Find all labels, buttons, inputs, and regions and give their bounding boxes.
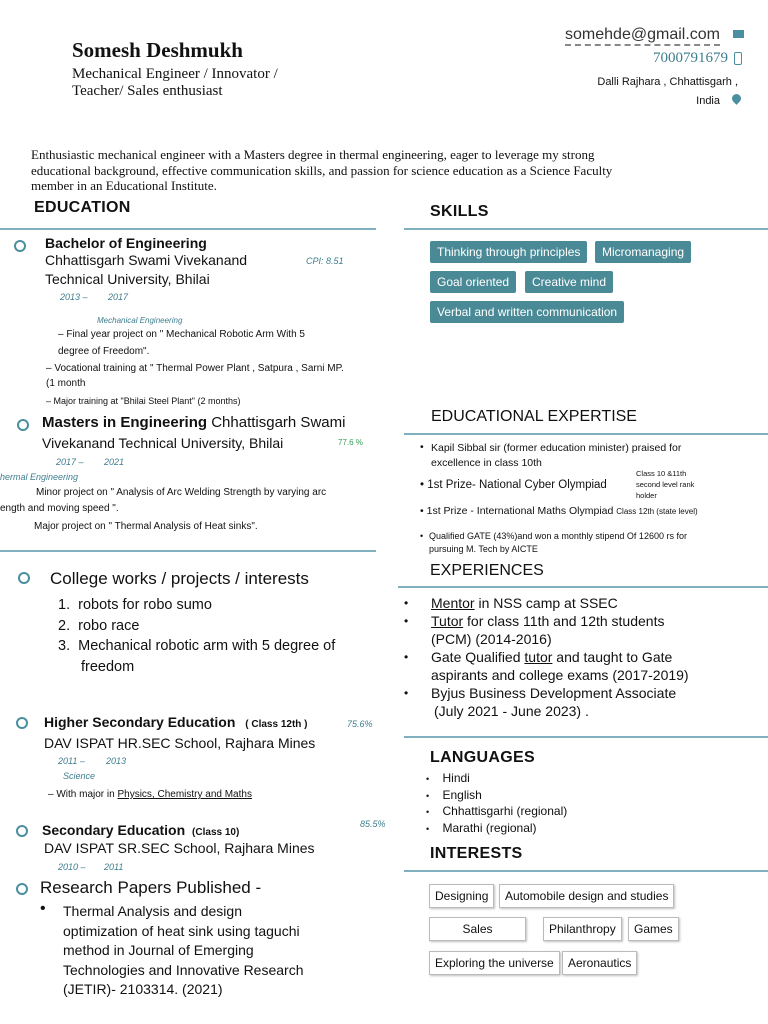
ssc-year-start: 2010 – <box>58 862 86 872</box>
college-item-3-cont: freedom <box>81 658 135 675</box>
hsc-stream: Science <box>63 771 96 781</box>
languages-heading: LANGUAGES <box>430 749 535 766</box>
timeline-dot-ssc <box>16 825 28 837</box>
location-pin-icon <box>730 92 743 105</box>
ssc-score: 85.5% <box>360 819 386 829</box>
me-degree: Masters in Engineering <box>42 414 208 431</box>
research-line3: method in Journal of Emerging <box>63 942 254 958</box>
timeline-dot-hsc <box>16 717 28 729</box>
be-field: Mechanical Engineering <box>97 316 183 325</box>
hsc-institute: DAV ISPAT HR.SEC School, Rajhara Mines <box>44 735 316 751</box>
be-point3: – Major training at "Bhilai Steel Plant" (2 months) <box>46 396 241 406</box>
skill-tag-1: Thinking through principles <box>430 241 587 263</box>
college-item-1: 1. robots for robo sumo <box>58 597 212 613</box>
candidate-name: Somesh Deshmukh <box>72 38 243 62</box>
experience-item-2: • Tutor for class 11th and 12th students (PCM) (2014-2016) <box>404 613 665 647</box>
experience-item-4: • Byjus Business Development Associate (July 2021 - June 2023) . <box>404 685 677 719</box>
education-heading: EDUCATION <box>34 199 131 216</box>
skills-heading: SKILLS <box>430 203 489 220</box>
expertise-item-3: • 1st Prize - International Maths Olympiad Class 12th (state level) <box>420 505 698 517</box>
languages-list <box>426 771 567 837</box>
hsc-class: ( Class 12th ) <box>245 719 308 730</box>
college-list <box>58 595 335 677</box>
education-rule <box>0 228 376 230</box>
be-institute-line2: Technical University, Bhilai <box>45 271 210 287</box>
summary-line1: Enthusiastic mechanical engineer with a Masters degree in thermal engineering, eager to leverage my strong <box>31 147 595 162</box>
hsc-score: 75.6% <box>347 719 373 729</box>
research-line4: Technologies and Innovative Research <box>63 961 304 978</box>
interest-tag-games: Games <box>628 917 679 941</box>
ssc-degree: Secondary Education <box>42 822 186 838</box>
be-degree: Bachelor of Engineering <box>45 235 207 251</box>
expertise-note-2: Class 10 &11th second level rank holder <box>636 469 695 500</box>
ssc-class: (Class 10) <box>192 827 240 838</box>
language-item: • Marathi (regional) <box>426 820 537 835</box>
be-point2-a: – Vocational training at " Thermal Power Plant , Satpura , Sarni MP. <box>46 363 344 374</box>
hsc-year-end: 2013 <box>106 756 127 766</box>
hsc-title <box>44 714 308 730</box>
hsc-major-prefix: – With major in <box>48 789 118 800</box>
research-entry <box>63 902 304 1000</box>
timeline-dot-be <box>14 240 26 252</box>
expertise-heading: EDUCATIONAL EXPERTISE <box>431 408 637 425</box>
email-link[interactable] <box>565 25 720 46</box>
candidate-title-line2: Teacher/ Sales enthusiast <box>72 83 223 99</box>
language-item: • Hindi <box>426 771 470 785</box>
hsc-degree: Higher Secondary Education <box>44 714 236 730</box>
research-line1: Thermal Analysis and design <box>63 903 242 919</box>
be-point1-a: – Final year project on " Mechanical Robotic Arm With 5 <box>58 329 305 340</box>
me-institute-line1: Chhattisgarh Swami <box>211 414 346 431</box>
ssc-year-end: 2011 <box>104 862 124 872</box>
summary-line2: educational background, effective communication skills, and passion for science education as a Science Faculty <box>31 162 613 178</box>
college-item-3: 3. Mechanical robotic arm with 5 degree of <box>58 638 336 654</box>
me-score: 77.6 % <box>338 438 363 447</box>
language-item: • English <box>426 787 482 802</box>
language-item: • Chhattisgarhi (regional) <box>426 804 568 818</box>
timeline-dot-college <box>18 572 30 584</box>
me-line1 <box>42 414 345 431</box>
be-cpi: CPI: 8.51 <box>306 256 344 266</box>
me-point2: Major project on " Thermal Analysis of Heat sinks". <box>34 521 258 532</box>
summary-line3: member in an Educational Institute. <box>31 178 217 193</box>
interest-tag-sales: Sales <box>429 917 526 941</box>
hsc-year-start: 2011 – <box>58 756 85 766</box>
skill-tag-3: Goal oriented <box>430 271 516 293</box>
research-line5: (JETIR)- 2103314. (2021) <box>63 981 223 997</box>
candidate-title-line1: Mechanical Engineer / Innovator / <box>72 66 278 82</box>
interests-heading: INTERESTS <box>430 845 523 862</box>
college-heading: College works / projects / interests <box>50 569 309 588</box>
expertise-rule <box>404 433 768 435</box>
summary <box>31 147 751 194</box>
be-point2-b: (1 month <box>46 378 86 389</box>
interests-rule <box>404 870 768 872</box>
phone-icon <box>734 52 742 65</box>
experiences-heading: EXPERIENCES <box>430 562 544 579</box>
hsc-major <box>48 789 252 800</box>
me-field: hermal Engineering <box>0 472 79 482</box>
me-year-end: 2021 <box>104 457 125 467</box>
expertise-item-4: • Qualified GATE (43%)and won a monthly stipend Of 12600 rs for pursuing M. Tech by AICTE <box>420 531 687 554</box>
interest-tag-aeronautics: Aeronautics <box>562 951 637 975</box>
interest-tag-designing: Designing <box>429 884 494 908</box>
skill-tag-2: Micromanaging <box>595 241 691 263</box>
ssc-title <box>42 822 239 838</box>
expertise-note-3: Class 12th (state level) <box>616 507 698 516</box>
masters-rule <box>0 550 376 552</box>
timeline-dot-research <box>16 883 28 895</box>
expertise-item-2: • 1st Prize- National Cyber Olympiad <box>420 479 607 491</box>
college-item-2: 2. robo race <box>58 617 140 634</box>
be-institute-line1: Chhattisgarh Swami Vivekanand <box>45 252 248 268</box>
experience-item-3: • Gate Qualified tutor and taught to Gate aspirants and college exams (2017-2019) <box>404 649 689 683</box>
experiences-list <box>404 594 689 720</box>
experiences-end-rule <box>404 736 768 738</box>
email-text: somehde@gmail.com <box>565 26 720 43</box>
me-institute-line2: Vivekanand Technical University, Bhilai <box>42 435 284 451</box>
me-year-start: 2017 – <box>56 457 84 467</box>
interest-tag-exploring: Exploring the universe <box>429 951 560 975</box>
hsc-major-subjects: Physics, Chemistry and Maths <box>117 789 252 800</box>
skill-tag-4: Creative mind <box>525 271 613 293</box>
interest-tag-automobile: Automobile design and studies <box>499 884 674 908</box>
ssc-institute: DAV ISPAT SR.SEC School, Rajhara Mines <box>44 840 315 856</box>
research-bullet: • <box>40 900 46 917</box>
interest-tag-philanthropy: Philanthropy <box>543 917 622 941</box>
expertise-item-1: • Kapil Sibbal sir (former education minister) praised for excellence in class 10th <box>420 441 682 469</box>
research-heading: Research Papers Published - <box>40 878 262 897</box>
experiences-rule <box>398 586 768 588</box>
location-line1: Dalli Rajhara , Chhattisgarh , <box>597 76 738 88</box>
email-icon <box>733 30 744 38</box>
me-point1-b: ength and moving speed ". <box>0 503 119 514</box>
experience-item-1: • Mentor in NSS camp at SSEC <box>404 595 618 611</box>
skills-rule <box>404 228 768 230</box>
be-year-end: 2017 <box>108 292 129 302</box>
skill-tag-5: Verbal and written communication <box>430 301 624 323</box>
me-point1-a: Minor project on " Analysis of Arc Welding Strength by varying arc <box>36 487 327 498</box>
be-year-start: 2013 – <box>60 292 88 302</box>
location-line2: India <box>696 95 720 107</box>
be-point1-b: degree of Freedom". <box>58 346 150 357</box>
timeline-dot-me <box>17 419 29 431</box>
research-line2: optimization of heat sink using taguchi <box>63 922 300 939</box>
phone-text: 7000791679 <box>653 50 728 66</box>
